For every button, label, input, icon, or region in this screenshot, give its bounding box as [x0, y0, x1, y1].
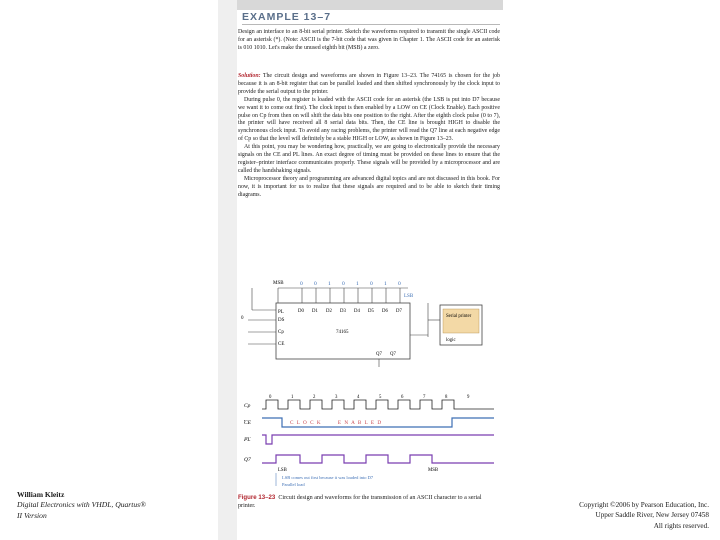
- page-margin-strip: [218, 0, 237, 540]
- input-label: D3: [340, 309, 346, 314]
- ds-label: DS: [278, 318, 285, 323]
- solution-paragraph-2: During pulse 0, the register is loaded with the ASCII code for an asterisk (the LSB is put into D7 because we want it to come out first). The clock input is then enabled by a LOW on CE (Clock Enable). Each positive pulse on Cp from then on will shift the data bits one position to the right. After the eighth clock pulse (0 to 7), the printer will have received all 8 serial data bits. Then, the CE line is brought HIGH to disable the synchronous clock input. To avoid any racing problems, the printer will read the Q7 line at each negative edge of Cp so that the level will definitely be a stable HIGH or LOW, as shown in Figure 13–23.: [238, 96, 500, 143]
- data-bit: 1: [384, 281, 387, 287]
- page-top-bar: [218, 0, 503, 10]
- textbook-page: [218, 0, 503, 540]
- copyright-line-1: Copyright ©2006 by Pearson Education, Inc.: [579, 501, 709, 509]
- figure-label: Figure 13–23: [238, 494, 276, 501]
- copyright-line-3: All rights reserved.: [653, 521, 709, 530]
- example-title: EXAMPLE 13–7: [242, 11, 332, 23]
- clock-enabled-text: C L O C K E N A B L E D: [290, 420, 383, 426]
- q7-label: Q7: [376, 352, 382, 357]
- book-title-line-2: II Version: [17, 510, 47, 520]
- input-label: D7: [396, 309, 402, 314]
- timing-signal-labels: [243, 403, 252, 463]
- data-bit: 0: [342, 281, 345, 287]
- solution-p1-text: The circuit design and waveforms are shown in Figure 13–23. The 74165 is chosen for the job because it is an 8-bit register that can be parallel loaded and then shifted synchronously by the clock input to provide the serial output to the printer.: [238, 73, 500, 95]
- ce-label: CE: [278, 342, 285, 347]
- msb-label-timing: MSB: [428, 468, 439, 473]
- pulse-number: 9: [467, 395, 470, 400]
- data-bit: 0: [370, 281, 373, 287]
- example-divider: [242, 24, 500, 25]
- figure-caption: [238, 494, 500, 510]
- signal-label: CE: [244, 420, 252, 426]
- solution-paragraph-4: Microprocessor theory and programming are advanced digital topics and are not discussed in this book. For now, it is important for us to realize that these signals are required and to be able to sketch their timing diagrams.: [238, 175, 500, 198]
- annotation-parallel-load: Parallel load: [282, 482, 305, 487]
- problem-text: Design an interface to an 8-bit serial printer. Sketch the waveforms required to transmit the single ASCII code for an asterisk (*). (Note: ASCII is the 7-bit code that was given in Chapter 1. The ASCII code for an asterisk is 010 1010. Let's make the unused eighth bit (MSB) a zero.: [238, 29, 500, 51]
- msb-label: MSB: [273, 281, 284, 286]
- author-credit: [17, 490, 146, 521]
- pulse-number: 3: [335, 395, 338, 400]
- pl-label: PL: [278, 310, 284, 315]
- pulse-number: 8: [445, 395, 448, 400]
- input-label: D5: [368, 309, 374, 314]
- lsb-label-circuit: LSB: [404, 294, 414, 299]
- input-label: D2: [326, 309, 332, 314]
- pulse-number: 7: [423, 395, 426, 400]
- data-bits: [300, 281, 401, 287]
- solution-section: [238, 73, 500, 200]
- cp-label: Cp: [278, 330, 284, 335]
- input-label: D0: [298, 309, 304, 314]
- book-title-line-1: Digital Electronics with VHDL, Quartus®: [17, 500, 146, 510]
- pulse-number: 2: [313, 395, 316, 400]
- input-label: D6: [382, 309, 388, 314]
- q7-waveform: [262, 455, 494, 463]
- copyright-line-2: Upper Saddle River, New Jersey 07458: [595, 511, 709, 520]
- pl-waveform: [262, 435, 494, 444]
- data-bit: 1: [356, 281, 359, 287]
- printer-highlight: [443, 309, 479, 333]
- signal-label: Q7: [244, 457, 251, 463]
- solution-paragraph-3: At this point, you may be wondering how, practically, we are going to electronically provide the necessary signals on the CE and PL lines. An exact degree of timing must be provided on these lines to ensure that the register–printer interface communicates properly. These signals will be provided by a microprocessor and are called the handshaking signals.: [238, 144, 500, 174]
- ground-label: 0: [241, 316, 244, 321]
- solution-paragraph-1: [238, 73, 500, 97]
- pulse-numbers: [269, 395, 470, 400]
- input-label: D1: [312, 309, 318, 314]
- annotation-lsb: LSB comes out first because it was loaded into D7: [282, 475, 374, 480]
- data-bit: 0: [398, 281, 401, 287]
- figure-caption-text: Circuit design and waveforms for the transmission of an ASCII character to a serial printer.: [238, 495, 482, 509]
- chip-label: 74165: [336, 330, 349, 335]
- lsb-label-timing: LSB: [278, 468, 287, 473]
- pulse-number: 4: [357, 395, 360, 400]
- data-bit: 0: [314, 281, 317, 287]
- data-bit: 0: [300, 281, 303, 287]
- q7bar-label: Q7: [390, 352, 396, 357]
- pulse-number: 5: [379, 395, 382, 400]
- pulse-number: 1: [291, 395, 294, 400]
- solution-label: Solution:: [238, 73, 261, 79]
- input-label: D4: [354, 309, 360, 314]
- data-bit: 1: [328, 281, 331, 287]
- clock-waveform: [262, 400, 494, 409]
- copyright-notice: [579, 500, 709, 531]
- pulse-number: 0: [269, 395, 272, 400]
- problem-statement: [238, 29, 500, 53]
- author-name: William Kleitz: [17, 490, 65, 499]
- printer-logic-label: logic: [446, 338, 456, 343]
- pulse-number: 6: [401, 395, 404, 400]
- printer-label: Serial printer: [446, 314, 472, 319]
- signal-label: PL: [244, 437, 251, 443]
- signal-label: Cp: [244, 403, 251, 409]
- circuit-figure: [238, 275, 500, 493]
